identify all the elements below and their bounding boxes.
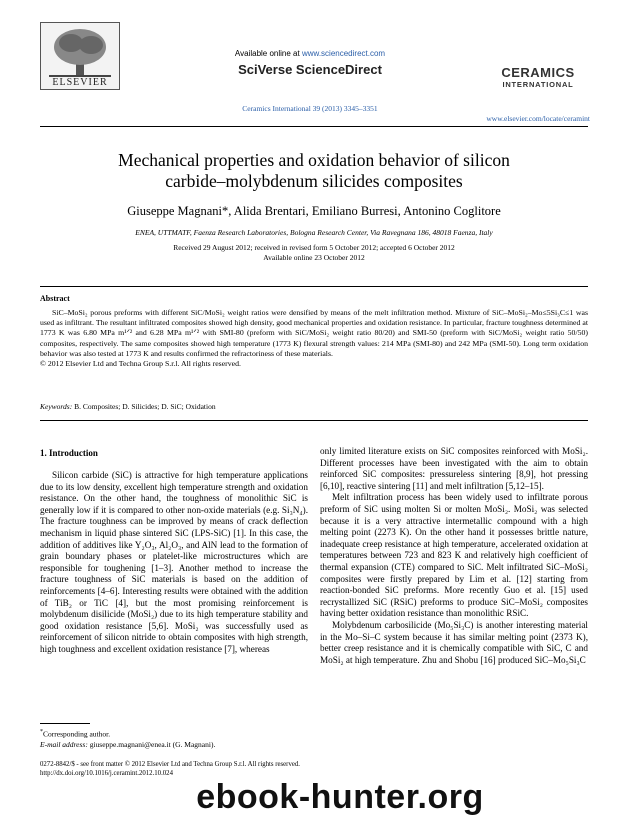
journal-logo — [488, 66, 588, 89]
publisher-logo-text: ELSEVIER — [52, 77, 108, 88]
journal-url-link[interactable]: www.elsevier.com/locate/ceramint — [486, 114, 590, 123]
platform-name: SciVerse ScienceDirect — [238, 62, 382, 77]
author-list: Giuseppe Magnani*, Alida Brentari, Emiliano Burresi, Antonino Coglitore — [127, 204, 501, 218]
header-rule — [40, 126, 588, 127]
section-heading-introduction: 1. Introduction — [40, 448, 98, 458]
abstract-top-rule — [40, 286, 588, 287]
footnote-rule — [40, 723, 90, 724]
issn-line: 0272-8842/$ - see front matter © 2012 Elsevier Ltd and Techna Group S.r.l. All rights reserved. — [40, 761, 300, 768]
abstract-heading: Abstract — [40, 294, 70, 303]
bottom-publication-info — [40, 760, 588, 778]
abstract-body: SiC–MoSi₂ porous preforms with different SiC/MoSi₂ weight ratios were densified by means of the melt infiltration method. Mixture of SiC–MoSi₂–Mo≤5Si₃C≤1 was used as infiltrant. The resultant infiltrated composites showed high density, good mechanical properties and oxidation resistance. In particular, fracture toughness determined at 1773 K was 6.80 MPa m¹ᐟ² and 6.28 MPa m¹ᐟ² with SMI-80 (preform with SiC/MoSi₂ weight ratio 80/20) and SMI-50 (preform with SiC/MoSi₂ weight ratio 50/50) composites, respectively. The same composites showed high temperature (1773 K) flexural strength values: 214 MPa (SMI-80) and 242 MPa (SMI-50). Long term oxidation behavior was also tested at 1773 K and results confirmed the refractoriness of these materials. © 2012 Elsevier Ltd and Techna Group S.r.l. All rights reserved. — [40, 308, 588, 369]
left-column — [40, 470, 308, 656]
intro-paragraph-1: Silicon carbide (SiC) is attractive for high temperature applications due to its low density, excellent high temperature strength and oxidation resistance. On the other hand, the toughness of monolithic SiC is generally low if it is compared to other non-oxide materials (e.g. Si₃N₄). The fracture toughness can be improved by means of crack deflection mechanism in liquid phase sintered SiC (LPS-SiC) [1]. In this case, the addition of additives like Y₂O₃, Al₂O₃, and AlN lead to the formation of grain boundary phases or platelet-like microstructures which are responsible for toughening [1–3]. Another method to increase the fracture toughness of SiC materials is based on the addition of reinforcements [4–6]. Interesting results were obtained with the addition of TiB₂ or TiC [4], but the most promising reinforcement is molybdenum disilicide (MoSi₂) due to its high temperature stability and good oxidation resistance [5,6]. MoSi₂ was successfully used as reinforcement of silicon nitride to obtain composites with high strength, high toughness and excellent oxidation resistance [7], whereas — [40, 470, 308, 654]
doi-link[interactable]: http://dx.doi.org/10.1016/j.ceramint.2012.10.024 — [40, 770, 173, 777]
affiliation: ENEA, UTTMATF, Faenza Research Laboratories, Bologna Research Center, Via Ravegnana 186, 48018 Faenza, Italy — [135, 228, 493, 237]
journal-logo-line2: INTERNATIONAL — [502, 80, 574, 89]
journal-logo-line1: CERAMICS — [501, 65, 575, 80]
article-title: Mechanical properties and oxidation behavior of silicon carbide–molybdenum silicides composites — [118, 150, 510, 191]
intro-paragraph-2: only limited literature exists on SiC composites reinforced with MoSi₂. Different processes have been investigated with the aim to obtain reinforced SiC composites: pressureless sintering [8,9], hot pressing [6,10], reactive sintering [11] and melt infiltration [5,12–15]. — [320, 446, 588, 491]
copyright: © 2012 Elsevier Ltd and Techna Group S.r.l. All rights reserved. — [40, 359, 241, 369]
online-date: Available online 23 October 2012 — [263, 253, 365, 262]
available-online: Available online at www.sciencedirect.com — [234, 49, 386, 58]
right-column — [320, 446, 588, 666]
article-dates — [40, 243, 588, 263]
intro-paragraph-3: Melt infiltration process has been widely used to infiltrate porous preform of SiC using molten Si or molten MoSi₂. MoSi₂ was selected because it is a very attractive intermetallic compound with a high melting point (2273 K). On the other hand it possesses brittle nature, inadequate creep resistance at high temperature, accelerated oxidation at temperatures between 723 and 823 K and relatively high coefficient of thermal expansion (CTE) compared to SiC. Melt infiltrated SiC–MoSi₂ composites were firstly prepared by Lim et al. [12] starting from reaction-bonded SiC preforms. More recently Guo et al. [15] used recrystallized SiC (RSiC) preforms to produce SiC–MoSi₂ composites having better oxidation resistance than monolithic RSiC. — [320, 492, 588, 619]
intro-paragraph-4: Molybdenum carbosilicide (Mo₅Si₃C) is another interesting material in the Mo–Si–C system because it has similar melting point (2373 K), better creep resistance and it is chemically compatible with SiC, C and MoSi₂ at high temperature. Zhu and Shobu [16] produced SiC–Mo₅Si₃C — [320, 619, 588, 665]
journal-reference[interactable]: Ceramics International 39 (2013) 3345–3351 — [242, 104, 378, 113]
footnote: *Corresponding author. E-mail address: giuseppe.magnani@enea.it (G. Magnani). — [40, 729, 216, 749]
corresponding-author-note: Corresponding author. — [43, 729, 111, 739]
keywords: Keywords: B. Composites; D. Silicides; D. SiC; Oxidation — [40, 402, 216, 411]
abstract-bottom-rule — [40, 420, 588, 421]
sciencedirect-link[interactable]: www.sciencedirect.com — [301, 49, 386, 58]
author-email[interactable]: giuseppe.magnani@enea.it (G. Magnani). — [89, 739, 216, 749]
watermark: ebook-hunter.org — [196, 778, 484, 816]
received-dates: Received 29 August 2012; received in revised form 5 October 2012; accepted 6 October 2012 — [173, 243, 455, 252]
